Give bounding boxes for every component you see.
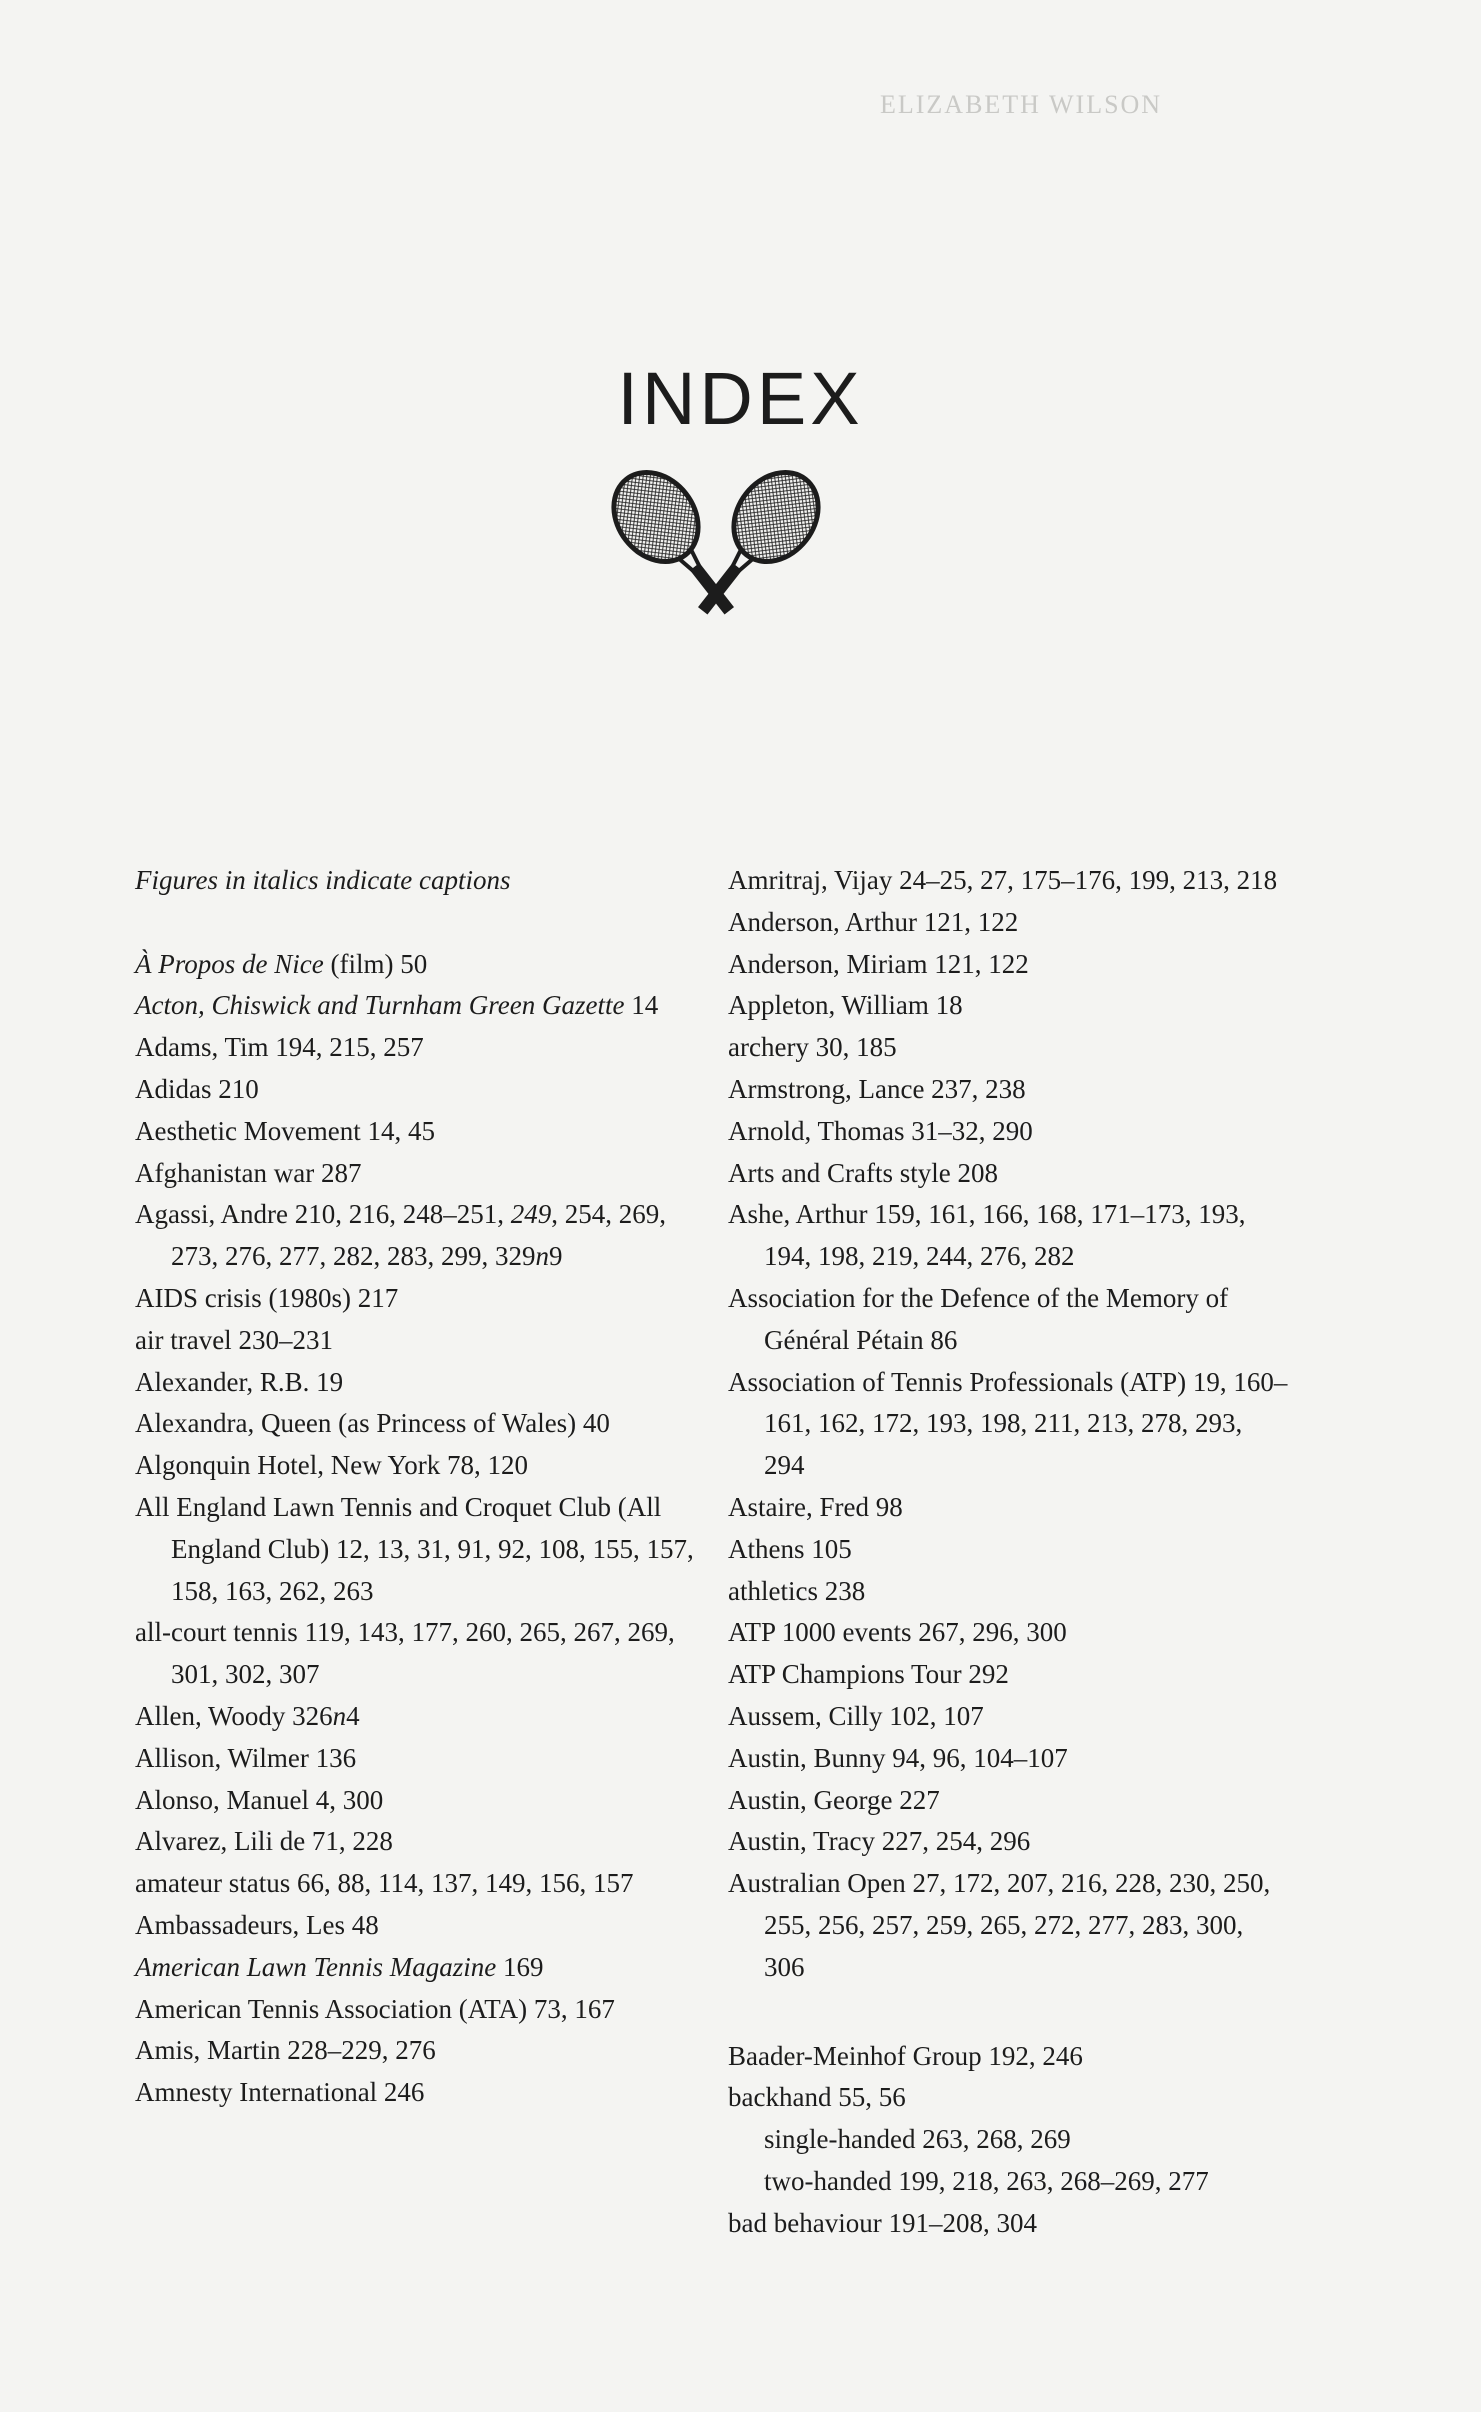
index-entry: ATP 1000 events 267, 296, 300 [728,1617,1067,1648]
index-entry: bad behaviour 191–208, 304 [728,2207,1037,2238]
index-entry: Allison, Wilmer 136 [135,1742,357,1773]
index-entry: amateur status 66, 88, 114, 137, 149, 156, 157 [135,1868,634,1899]
index-entry-italic: Acton, Chiswick and Turnham Green Gazette [135,990,625,1021]
index-entry-rest: 9 [549,1241,563,1272]
index-entry: Adidas 210 [135,1073,259,1104]
index-entry-italic: n [332,1700,347,1731]
index-entry: backhand 55, 56 [728,2082,906,2113]
index-entry: Alonso, Manuel 4, 300 [135,1784,384,1815]
index-entry-italic: À Propos de Nice [135,948,324,979]
index-entry: Amnesty International 246 [135,2077,425,2108]
index-entry-rest: 14 [624,990,659,1021]
index-entry: all-court tennis 119, 143, 177, 260, 265, 267, 269, 301, 302, 307 [135,1617,675,1690]
index-entry-text: Agassi, Andre 210, 216, 248–251, [135,1199,511,1230]
index-entry-italic: 249 [510,1199,552,1230]
index-entry: Baader-Meinhof Group 192, 246 [728,2040,1083,2071]
index-entry: Appleton, William 18 [728,990,963,1021]
index-entry: Aesthetic Movement 14, 45 [135,1115,435,1146]
index-entry: Armstrong, Lance 237, 238 [728,1073,1026,1104]
index-entry: Adams, Tim 194, 215, 257 [135,1032,424,1063]
index-entry: Aussem, Cilly 102, 107 [728,1700,984,1731]
index-entry: American Tennis Association (ATA) 73, 167 [135,1993,615,2024]
index-entry: Australian Open 27, 172, 207, 216, 228, 230, 250, 255, 256, 257, 259, 265, 272, 277, 283, 300, 306 [728,1868,1271,1982]
index-entry-italic: n [535,1241,549,1272]
index-entry: athletics 238 [728,1575,866,1606]
index-subentry: single-handed 263, 268, 269 [764,2124,1071,2155]
index-entry [135,1194,695,1278]
index-column-left [135,860,695,2114]
index-entry: Ambassadeurs, Les 48 [135,1909,379,1940]
index-entry: Austin, Tracy 227, 254, 296 [728,1826,1031,1857]
index-entry: ATP Champions Tour 292 [728,1659,1009,1690]
index-entry: Alexandra, Queen (as Princess of Wales) 40 [135,1408,610,1439]
index-entry: All England Lawn Tennis and Croquet Club (All England Club) 12, 13, 31, 91, 92, 108, 155, 157, 158, 163, 262, 263 [135,1491,694,1606]
index-entry [135,985,695,1027]
index-note: Figures in italics indicate captions [135,865,511,895]
index-entry: archery 30, 185 [728,1032,897,1063]
index-entry-rest: (film) 50 [323,948,428,979]
index-entry-rest: , 254, 269, 273, 276, 277, 282, 283, 299, 329 [171,1199,666,1272]
index-entry [135,944,695,986]
page-title: INDEX [617,357,864,440]
index-entry [135,1947,695,1989]
crossed-rackets-icon [586,462,846,632]
index-entry: Association of Tennis Professionals (ATP) 19, 160–161, 162, 172, 193, 198, 211, 213, 278, 293, 294 [728,1366,1288,1481]
index-entry-italic: American Lawn Tennis Magazine [135,1951,497,1982]
index-entry: Ashe, Arthur 159, 161, 166, 168, 171–173, 193, 194, 198, 219, 244, 276, 282 [728,1199,1246,1272]
index-entry-text: Allen, Woody 326 [135,1700,333,1731]
index-subentry: two-handed 199, 218, 263, 268–269, 277 [764,2165,1209,2196]
index-entry-rest: 4 [346,1700,360,1731]
index-entry: Algonquin Hotel, New York 78, 120 [135,1450,529,1481]
index-column-right [728,860,1288,2245]
index-entry: Arts and Crafts style 208 [728,1157,998,1188]
index-entry: Anderson, Miriam 121, 122 [728,948,1029,979]
index-entry: Afghanistan war 287 [135,1157,362,1188]
index-entry: Austin, Bunny 94, 96, 104–107 [728,1742,1068,1773]
index-entry: Alvarez, Lili de 71, 228 [135,1826,393,1857]
index-entry: Association for the Defence of the Memory of Général Pétain 86 [728,1282,1229,1355]
index-entry-rest: 169 [496,1951,544,1982]
index-entry: Amis, Martin 228–229, 276 [135,2035,436,2066]
index-entry: Anderson, Arthur 121, 122 [728,906,1019,937]
index-entry: Athens 105 [728,1533,852,1564]
index-entry: Amritraj, Vijay 24–25, 27, 175–176, 199, 213, 218 [728,865,1278,895]
index-entry: Astaire, Fred 98 [728,1491,903,1522]
index-entry: AIDS crisis (1980s) 217 [135,1282,399,1313]
running-head: ELIZABETH WILSON [880,90,1163,119]
index-entry: Alexander, R.B. 19 [135,1366,344,1397]
index-entry [135,1696,695,1738]
index-entry: Austin, George 227 [728,1784,940,1815]
index-entry: air travel 230–231 [135,1324,333,1355]
index-entry: Arnold, Thomas 31–32, 290 [728,1115,1033,1146]
